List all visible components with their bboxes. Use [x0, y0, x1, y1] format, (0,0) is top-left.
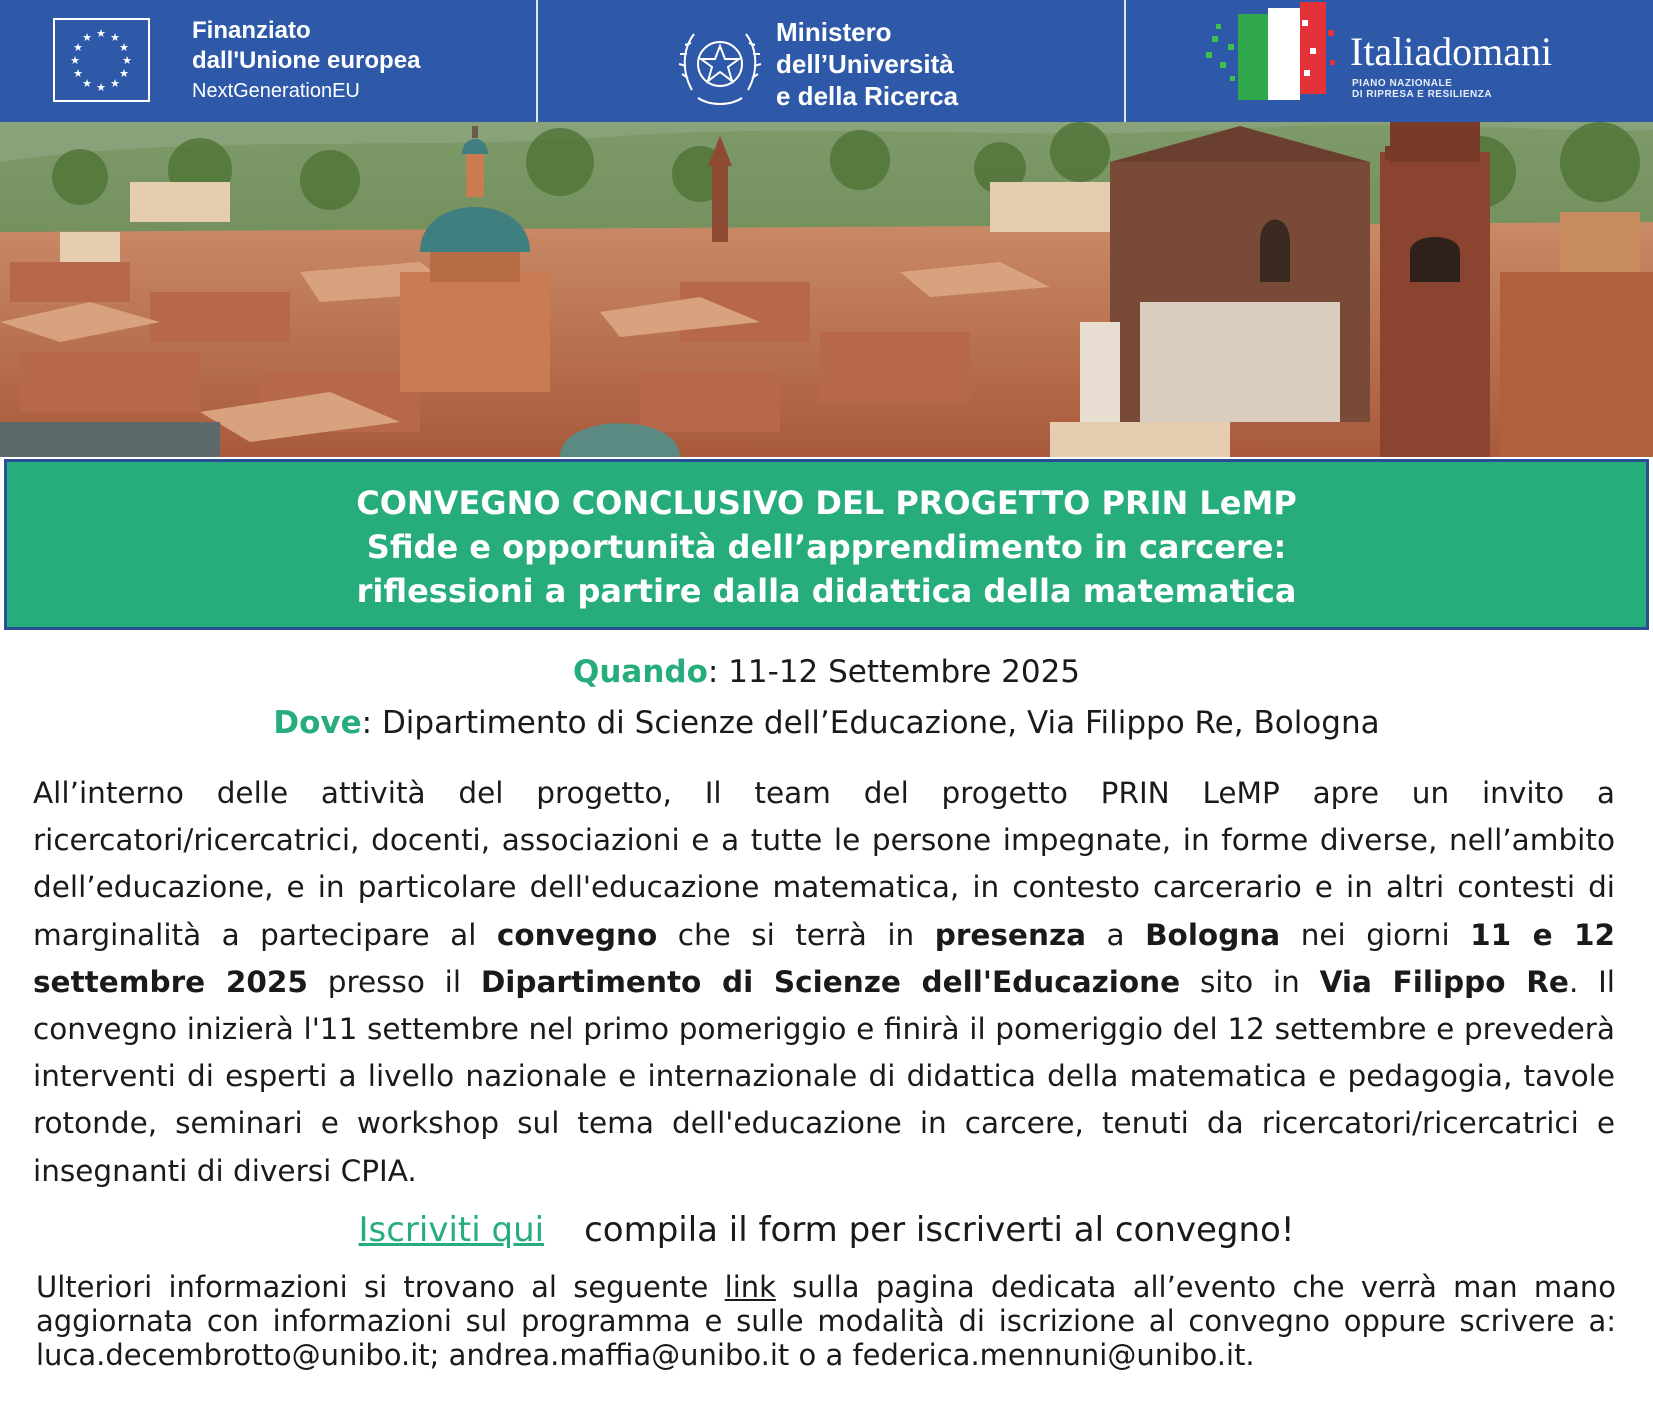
description-bold-dates: 11 e 12 settembre 2025 — [33, 917, 1615, 999]
svg-text:★: ★ — [82, 31, 92, 44]
svg-text:★: ★ — [110, 31, 120, 44]
ministry-line-1: Ministero — [776, 17, 892, 47]
svg-text:★: ★ — [110, 77, 120, 90]
event-title-line-3: riflessioni a partire dalla didattica della matematica — [356, 572, 1297, 610]
svg-text:★: ★ — [82, 77, 92, 90]
logo-banner — [0, 0, 1653, 122]
italiadomani-sub-line-1: PIANO NAZIONALE — [1352, 78, 1453, 89]
svg-text:★: ★ — [96, 81, 106, 94]
event-title-box — [4, 459, 1649, 630]
event-date-line — [0, 652, 1653, 692]
bologna-cityscape-photo — [0, 122, 1653, 457]
svg-text:★: ★ — [73, 41, 83, 54]
description-text-5: presso il — [307, 964, 481, 999]
register-link[interactable]: Iscriviti qui — [358, 1210, 545, 1250]
svg-text:★: ★ — [73, 67, 83, 80]
event-title-line-1: CONVEGNO CONCLUSIVO DEL PROGETTO PRIN LeMP — [356, 484, 1297, 522]
ministry-line-3: e della Ricerca — [776, 81, 959, 111]
description-bold-department: Dipartimento di Scienze dell'Educazione — [480, 964, 1181, 999]
svg-text:★: ★ — [119, 67, 129, 80]
location-value: : Dipartimento di Scienze dell’Educazione, Via Filippo Re, Bologna — [361, 705, 1380, 741]
registration-text: compila il form per iscriverti al convegno! — [584, 1210, 1295, 1250]
italiadomani-wordmark: Italiadomani — [1350, 29, 1553, 74]
eu-line-3: NextGenerationEU — [192, 80, 360, 102]
description-text-1: All’interno delle attività del progetto, Il team del progetto PRIN LeMP apre un invito a ricercatori/ricercatrici, docenti, associazioni e a tutte le persone impegnate, in forme diverse, nell’ambito dell’educazione, e in particolare dell'educazione matematica, in contesto carcerario e in altri contesti di marginalità a partecipare al — [33, 776, 1615, 952]
svg-text:★: ★ — [70, 54, 80, 67]
italiadomani-sub-line-2: DI RIPRESA E RESILIENZA — [1352, 89, 1493, 100]
ministry-text — [776, 16, 958, 112]
italiadomani-block — [1126, 0, 1653, 122]
description-text-2: che si terrà in — [657, 917, 935, 952]
svg-text:★: ★ — [119, 41, 129, 54]
event-title-line-2: Sfide e opportunità dell’apprendimento in carcere: — [366, 528, 1287, 566]
eu-flag-icon — [53, 18, 150, 102]
registration-line — [0, 1208, 1653, 1252]
date-label: Quando — [572, 654, 708, 690]
eu-line-2: dall'Unione europea — [192, 47, 421, 74]
eu-funding-text — [192, 16, 420, 106]
description-bold-presenza: presenza — [934, 917, 1087, 952]
description-bold-address: Via Filippo Re — [1319, 964, 1569, 999]
date-value: : 11-12 Settembre 2025 — [707, 654, 1081, 690]
further-info-paragraph — [36, 1270, 1616, 1372]
further-info-text-1: Ulteriori informazioni si trovano al seguente — [36, 1270, 725, 1304]
further-info-text-2: sulla pagina dedicata all’evento che verrà man mano aggiornata con informazioni sul programma e sulle modalità di iscrizione al convegno oppure scrivere a: luca.decembrotto@unibo.it; andrea.maffia@unibo.it o a federica.mennuni@unibo.it. — [36, 1270, 1616, 1372]
ministry-line-2: dell’Università — [776, 49, 954, 79]
location-label: Dove — [273, 705, 362, 741]
eu-funding-block — [0, 0, 538, 122]
event-description — [33, 770, 1615, 1195]
description-text-3: a — [1086, 917, 1146, 952]
description-bold-bologna: Bologna — [1145, 917, 1281, 952]
italian-republic-emblem-icon — [678, 20, 762, 110]
description-bold-convegno: convegno — [496, 917, 658, 952]
svg-text:★: ★ — [122, 54, 132, 67]
description-text-6: sito in — [1180, 964, 1320, 999]
event-page-link[interactable]: link — [724, 1270, 776, 1304]
svg-text:★: ★ — [96, 27, 106, 40]
description-text-4: nei giorni — [1280, 917, 1471, 952]
event-location-line — [0, 703, 1653, 743]
italiadomani-subtitle — [1352, 78, 1492, 100]
ministry-block — [538, 0, 1126, 122]
italiadomani-flag-icon — [1206, 0, 1336, 106]
description-text-7: . Il convegno inizierà l'11 settembre nel primo pomeriggio e finirà il pomeriggio del 12 settembre e prevederà interventi di esperti a livello nazionale e internazionale di didattica della matematica e pedagogia, tavole rotonde, seminari e workshop sul tema dell'educazione in carcere, tenuti da ricercatori/ricercatrici e insegnanti di diversi CPIA. — [33, 964, 1615, 1188]
eu-line-1: Finanziato — [192, 17, 311, 44]
